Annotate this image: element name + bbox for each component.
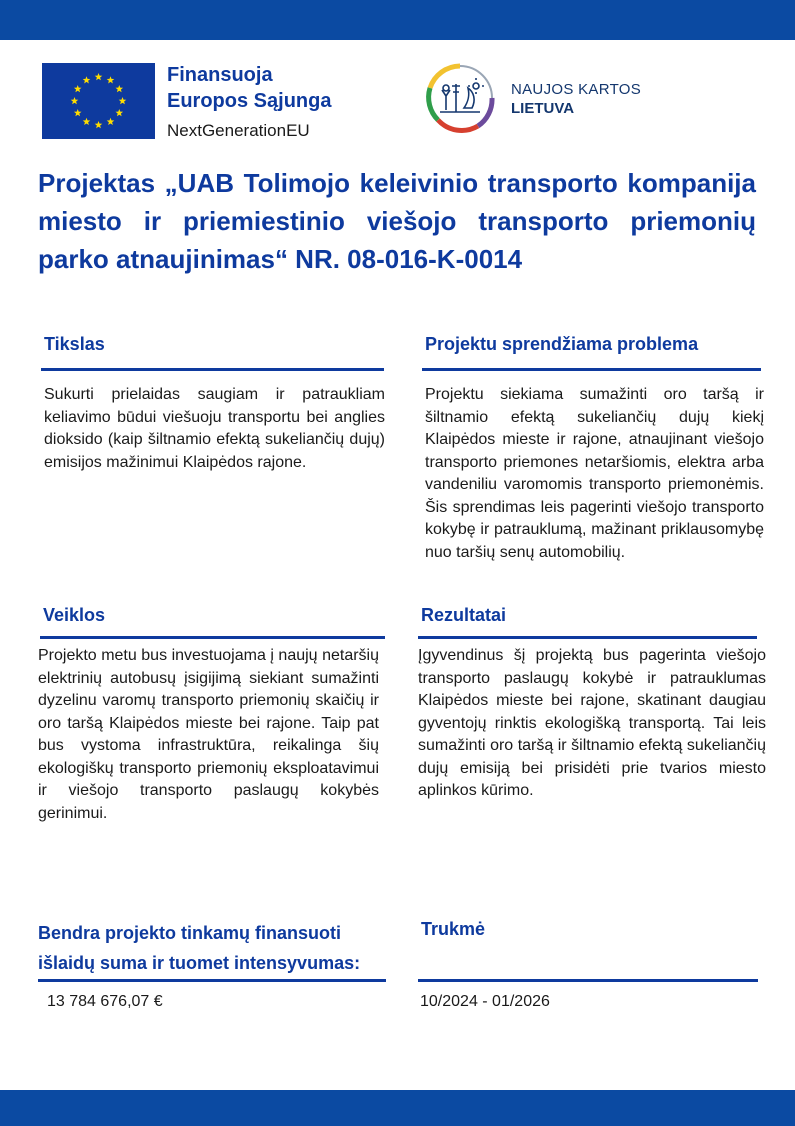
section-heading-veiklos: Veiklos (43, 605, 106, 625)
project-title: Projektas „UAB Tolimojo keleivinio transporto kompanija miesto ir priemiestinio viešojo transporto priemonių parko atnaujinimas“ NR. 08-016-K-0014 (38, 168, 756, 274)
eu-star-icon (107, 76, 115, 83)
eu-star-icon (107, 118, 115, 125)
section-divider (41, 368, 384, 371)
eu-star-icon (95, 121, 103, 128)
section-heading-problema: Projektu sprendžiama problema (425, 334, 699, 354)
section-heading-suma (38, 918, 360, 978)
suma-heading-line2: išlaidų suma ir tuomet intensyvumas: (38, 953, 361, 973)
section-text-rezultatai: Įgyvendinus šį projektą bus pagerinta viešojo transporto paslaugų kokybė ir patrauklumas Klaipėdos mieste bei rajone, skatinant daugiau gyventojų rinktis ekologišką transportą. Tai leis sumažinti oro taršą ir šiltnamio efektą sukeliančių dujų emisiją bei prisidėti prie tvarios miesto aplinkos kūrimo. (418, 647, 766, 799)
eu-star-icon (115, 109, 123, 116)
section-heading-rezultatai: Rezultatai (421, 605, 507, 625)
trukme-value: 10/2024 - 01/2026 (420, 993, 550, 1010)
section-divider (418, 636, 757, 639)
section-text-tikslas: Sukurti prielaidas saugiam ir patraukliam keliavimo būdui viešuoju transportu bei anglies dioksido (kaip šiltnamio efektą sukeliančių dujų) emisijos mažinimui Klaipėdos rajone. (44, 386, 385, 471)
eu-star-icon (83, 118, 91, 125)
bottom-banner-bar (0, 1090, 795, 1126)
section-divider (422, 368, 761, 371)
section-heading-trukme: Trukmė (421, 919, 486, 939)
section-divider (40, 636, 385, 639)
eu-flag-icon (42, 63, 155, 139)
naujos-kartos-line1: NAUJOS KARTOS (511, 81, 642, 98)
eu-funding-line3: NextGenerationEU (167, 121, 310, 140)
naujos-kartos-logo (424, 62, 496, 134)
eu-star-icon (74, 109, 82, 116)
eu-funding-line1: Finansuoja (167, 64, 273, 86)
naujos-kartos-line2: LIETUVA (511, 100, 575, 117)
eu-star-icon (119, 97, 127, 104)
top-banner-bar (0, 0, 795, 40)
eu-funding-text (167, 62, 331, 144)
suma-heading-line1: Bendra projekto tinkamų finansuoti (38, 923, 342, 943)
section-text-veiklos: Projekto metu bus investuojama į naujų netaršių elektrinių autobusų įsigijimą siekiant sumažinti dyzelinu varomų transporto priemonių skaičių ir oro taršą Klaipėdos mieste bei rajone. Taip pat bus vystoma infrastruktūra, reikalinga šių ekologiškų transporto priemonių eksploatavimui ir viešojo transporto paslaugų kokybės gerinimui. (38, 647, 379, 822)
section-text-problema: Projektu siekiama sumažinti oro taršą ir šiltnamio efektą sukeliančių dujų kiekį Klaipėdos mieste ir rajone, atnaujinant viešojo transporto priemones netaršiomis, elektra arba vandeniliu varomomis transporto priemonėmis. Šis sprendimas leis pagerinti viešojo transporto kokybę ir patrauklumą, mažinant priklausomybę nuo taršių senų automobilių. (425, 386, 764, 561)
eu-star-icon (95, 73, 103, 80)
suma-value: 13 784 676,07 € (47, 993, 163, 1010)
eu-star-icon (83, 76, 91, 83)
section-divider (38, 979, 386, 982)
naujos-kartos-text (511, 81, 641, 119)
eu-star-icon (71, 97, 79, 104)
eu-star-icon (74, 85, 82, 92)
eu-star-icon (115, 85, 123, 92)
section-divider (418, 979, 758, 982)
eu-funding-line2: Europos Sąjunga (167, 90, 332, 112)
section-heading-tikslas: Tikslas (44, 334, 105, 354)
